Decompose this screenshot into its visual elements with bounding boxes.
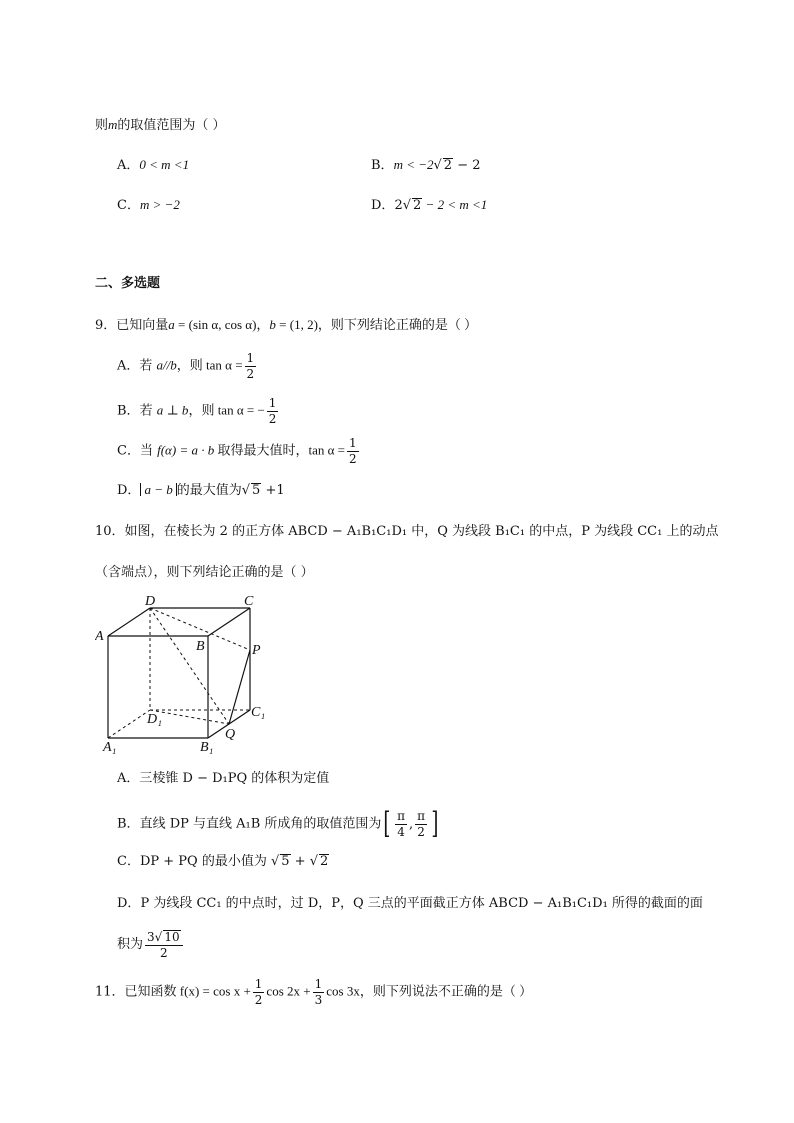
fraction-numerator: 1 bbox=[314, 977, 323, 991]
q10-option-b[interactable] bbox=[117, 806, 441, 841]
fraction-denominator: 4 bbox=[397, 824, 405, 839]
edge-a1d1-hidden bbox=[108, 710, 150, 738]
interval bbox=[381, 806, 440, 841]
sqrt-icon: √ bbox=[309, 854, 318, 869]
q9d-mid: 的最大值为 bbox=[176, 483, 242, 498]
fraction-denominator: 2 bbox=[254, 992, 263, 1007]
num-rad: 10 bbox=[164, 930, 180, 944]
q9d-post: +1 bbox=[261, 483, 285, 498]
q11-stem-a: 已知函数 f(x) = cos x + bbox=[124, 983, 251, 999]
q9-stem-text: 已知向量 bbox=[116, 318, 169, 333]
fraction-numerator bbox=[145, 930, 183, 946]
option-letter: B． bbox=[117, 816, 140, 832]
sqrt-icon: √ bbox=[270, 854, 280, 869]
fraction-denominator: 2 bbox=[417, 824, 425, 839]
fraction bbox=[347, 437, 359, 465]
q8-b-post: − 2 bbox=[453, 158, 481, 173]
q9c-fx: f(α) = a · b bbox=[157, 442, 215, 458]
fraction-denominator: 3 bbox=[314, 992, 323, 1007]
q9d-abs: a − b bbox=[140, 483, 176, 496]
q8-b-pre: m < −2 bbox=[393, 157, 434, 172]
q8-c-expr: m > −2 bbox=[139, 197, 180, 212]
q10-option-d[interactable] bbox=[117, 897, 703, 910]
sqrt-icon: √ bbox=[402, 198, 412, 213]
q10-stem-line1 bbox=[95, 525, 718, 538]
q8-d-rad: 2 bbox=[413, 198, 422, 213]
q8-option-c[interactable] bbox=[117, 198, 180, 212]
q11-stem bbox=[95, 978, 532, 1006]
edge-ad bbox=[108, 608, 150, 636]
fraction-denominator: 2 bbox=[159, 945, 168, 960]
q9-eq-a: = (sin α, cos α)， bbox=[174, 317, 270, 332]
q9-option-c[interactable] bbox=[117, 437, 361, 465]
option-letter: B． bbox=[117, 403, 140, 419]
option-letter: D． bbox=[371, 198, 395, 213]
q11-mid: cos 2x + bbox=[266, 983, 311, 999]
sqrt-icon: √ bbox=[433, 158, 442, 173]
q8-option-a[interactable] bbox=[117, 158, 189, 172]
q10-option-a[interactable] bbox=[117, 772, 329, 785]
cube-figure bbox=[95, 592, 275, 758]
fraction-numerator: 1 bbox=[246, 351, 255, 365]
label-c: C bbox=[244, 594, 254, 609]
fraction bbox=[267, 397, 279, 425]
q8-stem bbox=[95, 118, 226, 132]
q10d-line2: 积为 bbox=[117, 937, 144, 953]
q11-post: cos 3x，则下列说法不正确的是（ ） bbox=[326, 983, 533, 999]
segment-pq bbox=[229, 650, 250, 724]
q9-option-d[interactable] bbox=[117, 483, 285, 497]
q9-option-b[interactable] bbox=[117, 397, 280, 425]
vector-a: a bbox=[168, 317, 175, 332]
q10d-line1: P 为线段 CC₁ 的中点时，过 D，P，Q 三点的平面截正方体 ABCD − A₁B₁C₁D₁ 所得的截面的面 bbox=[140, 896, 703, 911]
label-d1: D₁ bbox=[147, 712, 162, 727]
q9-option-a[interactable] bbox=[117, 352, 258, 380]
vector-b: b bbox=[269, 317, 276, 332]
fraction-numerator: π bbox=[417, 808, 426, 823]
fraction-numerator: π bbox=[397, 808, 406, 823]
q10-stem-text: 如图，在棱长为 2 的正方体 ABCD − A₁B₁C₁D₁ 中，Q 为线段 B₁C₁ 的中点，P 为线段 CC₁ 上的动点 bbox=[124, 524, 719, 539]
num-coef: 3 bbox=[147, 930, 155, 944]
edge-bc bbox=[208, 608, 250, 636]
segment-dq bbox=[150, 608, 229, 724]
left-bracket: [ bbox=[383, 806, 391, 841]
label-c1: C₁ bbox=[251, 705, 266, 720]
q8-option-d[interactable] bbox=[371, 198, 487, 212]
q10-option-c[interactable] bbox=[117, 854, 329, 868]
q9d-rad: 5 bbox=[252, 483, 261, 498]
label-a: A bbox=[95, 629, 104, 644]
option-letter: C． bbox=[117, 443, 140, 459]
q9a-pre: 若 bbox=[139, 358, 157, 374]
q8-d-pre: 2 bbox=[394, 198, 403, 213]
fraction bbox=[313, 978, 325, 1006]
q10c-pre: DP + PQ 的最小值为 bbox=[139, 854, 271, 869]
fraction bbox=[253, 978, 265, 1006]
label-q: Q bbox=[225, 727, 236, 742]
q9c-mid: 取得最大值时，tan α = bbox=[214, 442, 345, 458]
option-letter: A． bbox=[117, 771, 140, 786]
q8-b-rad: 2 bbox=[443, 158, 453, 173]
label-d: D bbox=[145, 594, 156, 609]
right-bracket: ] bbox=[431, 806, 439, 841]
q10b-text: 直线 DP 与直线 A₁B 所成角的取值范围为 bbox=[139, 816, 382, 832]
label-a1: A₁ bbox=[103, 740, 117, 755]
q10c-rad2: 2 bbox=[320, 854, 329, 869]
q10c-plus: + bbox=[290, 854, 310, 869]
sqrt-icon: √ bbox=[241, 483, 251, 498]
fraction-numerator: 1 bbox=[254, 977, 263, 991]
fraction bbox=[245, 352, 257, 380]
q9-stem bbox=[95, 318, 477, 332]
option-letter: D． bbox=[117, 483, 141, 498]
question-number: 9． bbox=[95, 318, 117, 333]
q9b-mid: ，则 tan α = − bbox=[188, 402, 265, 418]
q9a-rel: a//b bbox=[156, 357, 177, 373]
option-letter: A． bbox=[117, 158, 140, 173]
q8-stem-prefix: 则 bbox=[95, 118, 109, 133]
q9b-pre: 若 bbox=[139, 403, 157, 419]
fraction-denominator: 2 bbox=[268, 411, 277, 426]
fraction bbox=[395, 810, 407, 838]
option-letter: D． bbox=[117, 896, 141, 911]
sqrt-icon: √ bbox=[154, 930, 163, 944]
label-b1: B₁ bbox=[200, 740, 214, 755]
label-b: B bbox=[196, 639, 205, 654]
option-letter: A． bbox=[117, 358, 140, 374]
q9c-pre: 当 bbox=[139, 443, 158, 459]
q10a-text: 三棱锥 D − D₁PQ 的体积为定值 bbox=[139, 771, 330, 786]
option-letter: C． bbox=[117, 854, 140, 869]
fraction-numerator: 1 bbox=[349, 436, 357, 450]
q8-option-b[interactable] bbox=[371, 158, 481, 172]
q9b-rel: a ⊥ b bbox=[156, 402, 189, 418]
option-letter: B． bbox=[371, 158, 394, 173]
q8-stem-suffix: 的取值范围为（ ） bbox=[117, 118, 226, 133]
q10-option-d-cont bbox=[117, 930, 185, 959]
q10c-rad1: 5 bbox=[281, 854, 290, 869]
interval-comma: , bbox=[409, 816, 414, 832]
q8-stem-var: m bbox=[108, 117, 118, 132]
fraction bbox=[415, 810, 427, 838]
question-number: 11． bbox=[95, 984, 125, 1000]
fraction-denominator: 2 bbox=[349, 451, 357, 466]
option-letter: C． bbox=[117, 198, 140, 213]
q9-eq-b: = (1, 2)，则下列结论正确的是（ ） bbox=[275, 317, 478, 332]
fraction-numerator: 1 bbox=[268, 396, 277, 410]
q8-a-expr: 0 < m <1 bbox=[139, 157, 190, 172]
q8-d-post: − 2 < m <1 bbox=[422, 197, 488, 212]
q10-stem-line2: （含端点），则下列结论正确的是（ ） bbox=[95, 565, 314, 580]
fraction-denominator: 2 bbox=[246, 366, 255, 381]
label-p: P bbox=[252, 643, 261, 658]
fraction bbox=[145, 930, 183, 959]
question-number: 10． bbox=[95, 524, 125, 539]
section-title: 二、多选题 bbox=[95, 276, 161, 291]
q9a-mid: ，则 tan α = bbox=[176, 357, 243, 373]
